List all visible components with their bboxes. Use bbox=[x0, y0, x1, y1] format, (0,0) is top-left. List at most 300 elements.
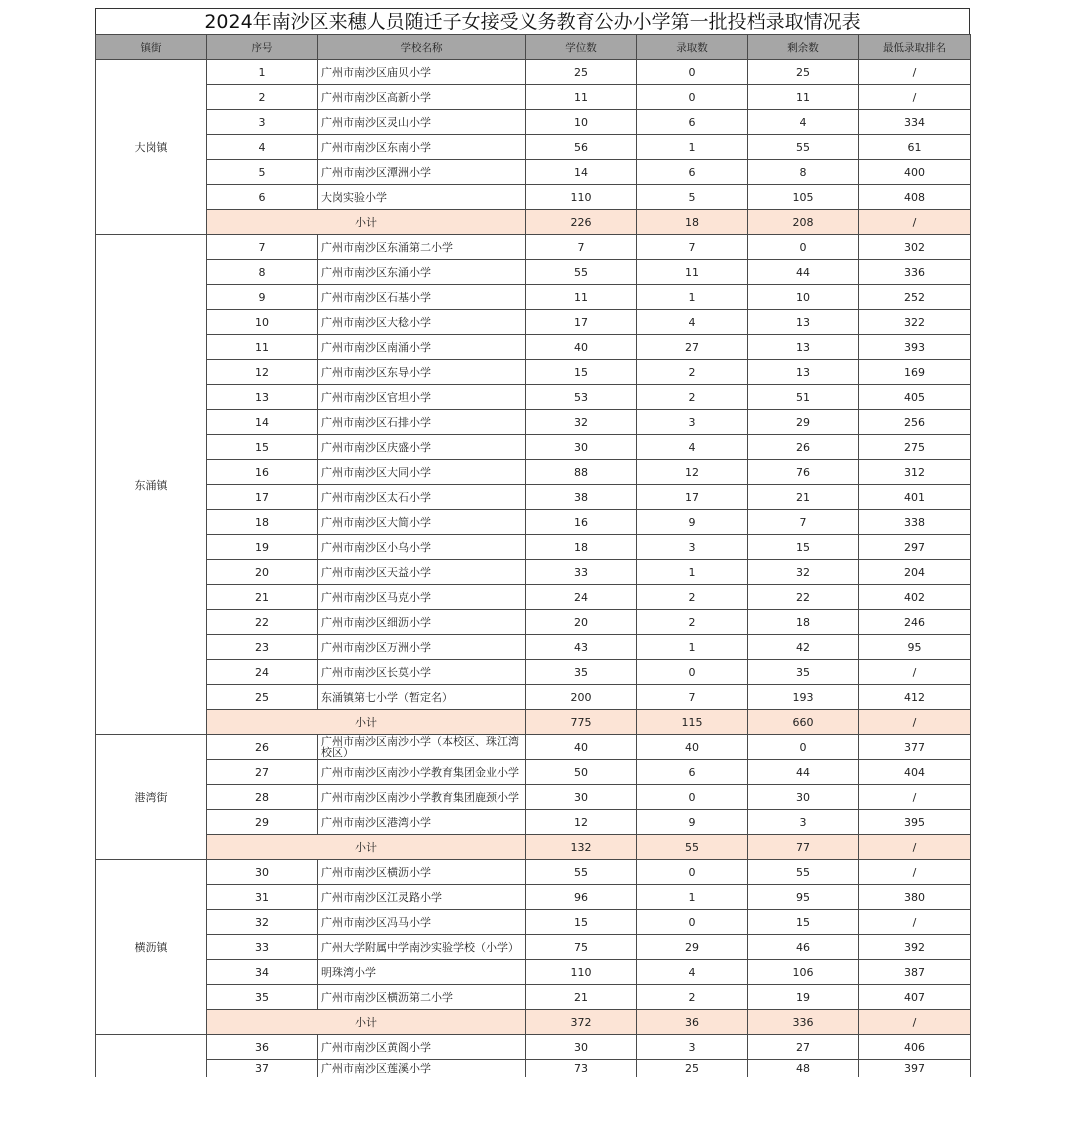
subtotal-remaining: 208 bbox=[748, 210, 859, 235]
row-no: 3 bbox=[207, 110, 318, 135]
header-school-name: 学校名称 bbox=[318, 35, 526, 60]
row-no: 24 bbox=[207, 660, 318, 685]
row-no: 1 bbox=[207, 60, 318, 85]
row-no: 29 bbox=[207, 810, 318, 835]
school-name: 广州市南沙区长莫小学 bbox=[318, 660, 526, 685]
row-no: 20 bbox=[207, 560, 318, 585]
row-no: 2 bbox=[207, 85, 318, 110]
row-no: 25 bbox=[207, 685, 318, 710]
min-rank-value: / bbox=[859, 60, 971, 85]
row-no: 31 bbox=[207, 885, 318, 910]
subtotal-min-rank: / bbox=[859, 1010, 971, 1035]
admitted-value: 4 bbox=[637, 435, 748, 460]
admitted-value: 6 bbox=[637, 160, 748, 185]
admitted-value: 1 bbox=[637, 560, 748, 585]
table-row bbox=[96, 660, 971, 685]
min-rank-value: 252 bbox=[859, 285, 971, 310]
min-rank-value: 61 bbox=[859, 135, 971, 160]
school-name: 广州市南沙区庙贝小学 bbox=[318, 60, 526, 85]
seats-value: 17 bbox=[526, 310, 637, 335]
seats-value: 30 bbox=[526, 435, 637, 460]
admitted-value: 2 bbox=[637, 610, 748, 635]
admitted-value: 4 bbox=[637, 960, 748, 985]
seats-value: 35 bbox=[526, 660, 637, 685]
seats-value: 20 bbox=[526, 610, 637, 635]
seats-value: 40 bbox=[526, 735, 637, 760]
table-row bbox=[96, 635, 971, 660]
row-no: 28 bbox=[207, 785, 318, 810]
school-name: 广州市南沙区庆盛小学 bbox=[318, 435, 526, 460]
min-rank-value: 322 bbox=[859, 310, 971, 335]
admitted-value: 3 bbox=[637, 410, 748, 435]
min-rank-value: 406 bbox=[859, 1035, 971, 1060]
school-name: 广州市南沙区细沥小学 bbox=[318, 610, 526, 635]
school-name: 大岗实验小学 bbox=[318, 185, 526, 210]
admission-sheet bbox=[95, 8, 970, 1077]
admitted-value: 1 bbox=[637, 285, 748, 310]
school-name: 广州市南沙区太石小学 bbox=[318, 485, 526, 510]
subtotal-label: 小计 bbox=[207, 210, 526, 235]
admitted-value: 9 bbox=[637, 510, 748, 535]
table-row bbox=[96, 85, 971, 110]
min-rank-value: 393 bbox=[859, 335, 971, 360]
table-row bbox=[96, 460, 971, 485]
admitted-value: 40 bbox=[637, 735, 748, 760]
admitted-value: 12 bbox=[637, 460, 748, 485]
school-name: 广州市南沙区港湾小学 bbox=[318, 810, 526, 835]
min-rank-value: / bbox=[859, 910, 971, 935]
admitted-value: 0 bbox=[637, 910, 748, 935]
table-body bbox=[96, 60, 971, 1077]
table-row bbox=[96, 385, 971, 410]
table-row bbox=[96, 410, 971, 435]
row-no: 36 bbox=[207, 1035, 318, 1060]
school-name: 广州市南沙区横沥小学 bbox=[318, 860, 526, 885]
table-row bbox=[96, 810, 971, 835]
admitted-value: 7 bbox=[637, 235, 748, 260]
subtotal-remaining: 660 bbox=[748, 710, 859, 735]
school-name: 广州市南沙区莲溪小学 bbox=[318, 1060, 526, 1077]
subtotal-row bbox=[96, 1010, 971, 1035]
seats-value: 16 bbox=[526, 510, 637, 535]
min-rank-value: 380 bbox=[859, 885, 971, 910]
seats-value: 200 bbox=[526, 685, 637, 710]
row-no: 17 bbox=[207, 485, 318, 510]
seats-value: 7 bbox=[526, 235, 637, 260]
seats-value: 75 bbox=[526, 935, 637, 960]
row-no: 30 bbox=[207, 860, 318, 885]
school-name: 广州市南沙区小乌小学 bbox=[318, 535, 526, 560]
subtotal-label: 小计 bbox=[207, 835, 526, 860]
table-row bbox=[96, 185, 971, 210]
table-row bbox=[96, 560, 971, 585]
table-row bbox=[96, 885, 971, 910]
table-row bbox=[96, 785, 971, 810]
row-no: 4 bbox=[207, 135, 318, 160]
school-name: 东涌镇第七小学（暂定名） bbox=[318, 685, 526, 710]
seats-value: 32 bbox=[526, 410, 637, 435]
street-cell: 横沥镇 bbox=[96, 860, 207, 1035]
min-rank-value: 395 bbox=[859, 810, 971, 835]
min-rank-value: 302 bbox=[859, 235, 971, 260]
min-rank-value: 387 bbox=[859, 960, 971, 985]
remaining-value: 8 bbox=[748, 160, 859, 185]
min-rank-value: / bbox=[859, 785, 971, 810]
min-rank-value: / bbox=[859, 85, 971, 110]
admitted-value: 4 bbox=[637, 310, 748, 335]
school-name: 广州市南沙区东涌第二小学 bbox=[318, 235, 526, 260]
table-row bbox=[96, 360, 971, 385]
min-rank-value: 404 bbox=[859, 760, 971, 785]
admitted-value: 0 bbox=[637, 785, 748, 810]
min-rank-value: 334 bbox=[859, 110, 971, 135]
remaining-value: 42 bbox=[748, 635, 859, 660]
header-seats: 学位数 bbox=[526, 35, 637, 60]
school-name: 广州市南沙区南沙小学教育集团金业小学 bbox=[318, 760, 526, 785]
school-name: 广州市南沙区冯马小学 bbox=[318, 910, 526, 935]
min-rank-value: 412 bbox=[859, 685, 971, 710]
subtotal-seats: 775 bbox=[526, 710, 637, 735]
seats-value: 33 bbox=[526, 560, 637, 585]
school-name: 明珠湾小学 bbox=[318, 960, 526, 985]
min-rank-value: 338 bbox=[859, 510, 971, 535]
admitted-value: 5 bbox=[637, 185, 748, 210]
row-no: 23 bbox=[207, 635, 318, 660]
subtotal-seats: 132 bbox=[526, 835, 637, 860]
min-rank-value: 392 bbox=[859, 935, 971, 960]
street-cell: 大岗镇 bbox=[96, 60, 207, 235]
admitted-value: 29 bbox=[637, 935, 748, 960]
table-row bbox=[96, 160, 971, 185]
header-min-rank: 最低录取排名 bbox=[859, 35, 971, 60]
admitted-value: 7 bbox=[637, 685, 748, 710]
subtotal-admitted: 115 bbox=[637, 710, 748, 735]
street-cell bbox=[96, 1035, 207, 1077]
table-row bbox=[96, 735, 971, 760]
admitted-value: 11 bbox=[637, 260, 748, 285]
remaining-value: 46 bbox=[748, 935, 859, 960]
table-row bbox=[96, 860, 971, 885]
remaining-value: 21 bbox=[748, 485, 859, 510]
remaining-value: 19 bbox=[748, 985, 859, 1010]
admitted-value: 0 bbox=[637, 860, 748, 885]
row-no: 16 bbox=[207, 460, 318, 485]
table-row bbox=[96, 335, 971, 360]
table-row bbox=[96, 435, 971, 460]
school-name: 广州市南沙区南沙小学教育集团鹿颈小学 bbox=[318, 785, 526, 810]
header-admitted: 录取数 bbox=[637, 35, 748, 60]
remaining-value: 7 bbox=[748, 510, 859, 535]
admitted-value: 6 bbox=[637, 760, 748, 785]
school-name: 广州市南沙区高新小学 bbox=[318, 85, 526, 110]
remaining-value: 55 bbox=[748, 135, 859, 160]
subtotal-min-rank: / bbox=[859, 210, 971, 235]
seats-value: 56 bbox=[526, 135, 637, 160]
sheet-title: 2024年南沙区来穗人员随迁子女接受义务教育公办小学第一批投档录取情况表 bbox=[95, 8, 970, 34]
admitted-value: 0 bbox=[637, 660, 748, 685]
row-no: 9 bbox=[207, 285, 318, 310]
remaining-value: 32 bbox=[748, 560, 859, 585]
school-name: 广州大学附属中学南沙实验学校（小学） bbox=[318, 935, 526, 960]
admitted-value: 6 bbox=[637, 110, 748, 135]
remaining-value: 30 bbox=[748, 785, 859, 810]
row-no: 19 bbox=[207, 535, 318, 560]
school-name: 广州市南沙区石基小学 bbox=[318, 285, 526, 310]
remaining-value: 51 bbox=[748, 385, 859, 410]
table-row bbox=[96, 935, 971, 960]
admission-table bbox=[95, 34, 971, 1077]
admitted-value: 3 bbox=[637, 1035, 748, 1060]
table-row bbox=[96, 760, 971, 785]
table-row bbox=[96, 610, 971, 635]
school-name: 广州市南沙区大同小学 bbox=[318, 460, 526, 485]
row-no: 14 bbox=[207, 410, 318, 435]
min-rank-value: / bbox=[859, 660, 971, 685]
seats-value: 73 bbox=[526, 1060, 637, 1077]
table-row bbox=[96, 960, 971, 985]
remaining-value: 22 bbox=[748, 585, 859, 610]
min-rank-value: 297 bbox=[859, 535, 971, 560]
min-rank-value: 408 bbox=[859, 185, 971, 210]
school-name: 广州市南沙区石排小学 bbox=[318, 410, 526, 435]
table-row bbox=[96, 310, 971, 335]
seats-value: 110 bbox=[526, 185, 637, 210]
remaining-value: 4 bbox=[748, 110, 859, 135]
seats-value: 11 bbox=[526, 285, 637, 310]
remaining-value: 55 bbox=[748, 860, 859, 885]
school-name: 广州市南沙区江灵路小学 bbox=[318, 885, 526, 910]
admitted-value: 2 bbox=[637, 585, 748, 610]
seats-value: 96 bbox=[526, 885, 637, 910]
admitted-value: 1 bbox=[637, 135, 748, 160]
row-no: 8 bbox=[207, 260, 318, 285]
subtotal-row bbox=[96, 710, 971, 735]
seats-value: 55 bbox=[526, 860, 637, 885]
admitted-value: 25 bbox=[637, 1060, 748, 1077]
remaining-value: 35 bbox=[748, 660, 859, 685]
seats-value: 50 bbox=[526, 760, 637, 785]
admitted-value: 2 bbox=[637, 385, 748, 410]
min-rank-value: 397 bbox=[859, 1060, 971, 1077]
seats-value: 18 bbox=[526, 535, 637, 560]
min-rank-value: 275 bbox=[859, 435, 971, 460]
school-name: 广州市南沙区东导小学 bbox=[318, 360, 526, 385]
admitted-value: 3 bbox=[637, 535, 748, 560]
school-name: 广州市南沙区官坦小学 bbox=[318, 385, 526, 410]
remaining-value: 10 bbox=[748, 285, 859, 310]
remaining-value: 95 bbox=[748, 885, 859, 910]
row-no: 5 bbox=[207, 160, 318, 185]
table-row bbox=[96, 1035, 971, 1060]
seats-value: 38 bbox=[526, 485, 637, 510]
seats-value: 30 bbox=[526, 1035, 637, 1060]
subtotal-row bbox=[96, 835, 971, 860]
table-row bbox=[96, 110, 971, 135]
seats-value: 12 bbox=[526, 810, 637, 835]
remaining-value: 27 bbox=[748, 1035, 859, 1060]
min-rank-value: 95 bbox=[859, 635, 971, 660]
table-row bbox=[96, 535, 971, 560]
remaining-value: 3 bbox=[748, 810, 859, 835]
row-no: 11 bbox=[207, 335, 318, 360]
subtotal-min-rank: / bbox=[859, 835, 971, 860]
school-name: 广州市南沙区横沥第二小学 bbox=[318, 985, 526, 1010]
min-rank-value: / bbox=[859, 860, 971, 885]
min-rank-value: 256 bbox=[859, 410, 971, 435]
table-row bbox=[96, 910, 971, 935]
seats-value: 24 bbox=[526, 585, 637, 610]
subtotal-admitted: 36 bbox=[637, 1010, 748, 1035]
seats-value: 40 bbox=[526, 335, 637, 360]
remaining-value: 105 bbox=[748, 185, 859, 210]
min-rank-value: 401 bbox=[859, 485, 971, 510]
school-name: 广州市南沙区黄阁小学 bbox=[318, 1035, 526, 1060]
school-name: 广州市南沙区灵山小学 bbox=[318, 110, 526, 135]
admitted-value: 1 bbox=[637, 885, 748, 910]
header-row bbox=[96, 35, 971, 60]
seats-value: 30 bbox=[526, 785, 637, 810]
min-rank-value: 169 bbox=[859, 360, 971, 385]
remaining-value: 48 bbox=[748, 1060, 859, 1077]
table-row bbox=[96, 60, 971, 85]
admitted-value: 2 bbox=[637, 360, 748, 385]
remaining-value: 11 bbox=[748, 85, 859, 110]
subtotal-min-rank: / bbox=[859, 710, 971, 735]
row-no: 6 bbox=[207, 185, 318, 210]
subtotal-row bbox=[96, 210, 971, 235]
school-name: 广州市南沙区东南小学 bbox=[318, 135, 526, 160]
subtotal-remaining: 77 bbox=[748, 835, 859, 860]
remaining-value: 0 bbox=[748, 235, 859, 260]
remaining-value: 44 bbox=[748, 760, 859, 785]
school-name: 广州市南沙区东涌小学 bbox=[318, 260, 526, 285]
row-no: 26 bbox=[207, 735, 318, 760]
admitted-value: 1 bbox=[637, 635, 748, 660]
row-no: 21 bbox=[207, 585, 318, 610]
min-rank-value: 402 bbox=[859, 585, 971, 610]
min-rank-value: 405 bbox=[859, 385, 971, 410]
remaining-value: 13 bbox=[748, 360, 859, 385]
min-rank-value: 377 bbox=[859, 735, 971, 760]
row-no: 35 bbox=[207, 985, 318, 1010]
row-no: 32 bbox=[207, 910, 318, 935]
row-no: 7 bbox=[207, 235, 318, 260]
table-row bbox=[96, 235, 971, 260]
subtotal-remaining: 336 bbox=[748, 1010, 859, 1035]
row-no: 27 bbox=[207, 760, 318, 785]
admitted-value: 17 bbox=[637, 485, 748, 510]
remaining-value: 76 bbox=[748, 460, 859, 485]
min-rank-value: 312 bbox=[859, 460, 971, 485]
row-no: 37 bbox=[207, 1060, 318, 1077]
min-rank-value: 204 bbox=[859, 560, 971, 585]
seats-value: 53 bbox=[526, 385, 637, 410]
admitted-value: 27 bbox=[637, 335, 748, 360]
row-no: 10 bbox=[207, 310, 318, 335]
seats-value: 43 bbox=[526, 635, 637, 660]
seats-value: 15 bbox=[526, 360, 637, 385]
min-rank-value: 336 bbox=[859, 260, 971, 285]
street-cell: 东涌镇 bbox=[96, 235, 207, 735]
remaining-value: 106 bbox=[748, 960, 859, 985]
school-name: 广州市南沙区天益小学 bbox=[318, 560, 526, 585]
school-name: 广州市南沙区南涌小学 bbox=[318, 335, 526, 360]
row-no: 15 bbox=[207, 435, 318, 460]
admitted-value: 0 bbox=[637, 85, 748, 110]
subtotal-seats: 226 bbox=[526, 210, 637, 235]
table-row bbox=[96, 260, 971, 285]
header-remaining: 剩余数 bbox=[748, 35, 859, 60]
seats-value: 110 bbox=[526, 960, 637, 985]
remaining-value: 26 bbox=[748, 435, 859, 460]
seats-value: 21 bbox=[526, 985, 637, 1010]
min-rank-value: 246 bbox=[859, 610, 971, 635]
row-no: 33 bbox=[207, 935, 318, 960]
school-name: 广州市南沙区大稔小学 bbox=[318, 310, 526, 335]
row-no: 18 bbox=[207, 510, 318, 535]
seats-value: 14 bbox=[526, 160, 637, 185]
remaining-value: 25 bbox=[748, 60, 859, 85]
school-name: 广州市南沙区大简小学 bbox=[318, 510, 526, 535]
remaining-value: 15 bbox=[748, 535, 859, 560]
row-no: 22 bbox=[207, 610, 318, 635]
header-street: 镇街 bbox=[96, 35, 207, 60]
admitted-value: 9 bbox=[637, 810, 748, 835]
table-row bbox=[96, 1060, 971, 1077]
seats-value: 15 bbox=[526, 910, 637, 935]
subtotal-label: 小计 bbox=[207, 710, 526, 735]
table-row bbox=[96, 585, 971, 610]
school-name: 广州市南沙区南沙小学（本校区、珠江湾校区） bbox=[318, 735, 526, 760]
street-cell: 港湾街 bbox=[96, 735, 207, 860]
school-name: 广州市南沙区潭洲小学 bbox=[318, 160, 526, 185]
remaining-value: 44 bbox=[748, 260, 859, 285]
seats-value: 11 bbox=[526, 85, 637, 110]
table-row bbox=[96, 485, 971, 510]
remaining-value: 18 bbox=[748, 610, 859, 635]
seats-value: 88 bbox=[526, 460, 637, 485]
remaining-value: 15 bbox=[748, 910, 859, 935]
min-rank-value: 400 bbox=[859, 160, 971, 185]
remaining-value: 13 bbox=[748, 310, 859, 335]
table-row bbox=[96, 985, 971, 1010]
min-rank-value: 407 bbox=[859, 985, 971, 1010]
table-row bbox=[96, 285, 971, 310]
remaining-value: 0 bbox=[748, 735, 859, 760]
table-row bbox=[96, 135, 971, 160]
seats-value: 25 bbox=[526, 60, 637, 85]
school-name: 广州市南沙区马克小学 bbox=[318, 585, 526, 610]
admitted-value: 2 bbox=[637, 985, 748, 1010]
subtotal-seats: 372 bbox=[526, 1010, 637, 1035]
header-no: 序号 bbox=[207, 35, 318, 60]
seats-value: 10 bbox=[526, 110, 637, 135]
row-no: 13 bbox=[207, 385, 318, 410]
remaining-value: 29 bbox=[748, 410, 859, 435]
subtotal-label: 小计 bbox=[207, 1010, 526, 1035]
remaining-value: 193 bbox=[748, 685, 859, 710]
school-name: 广州市南沙区万洲小学 bbox=[318, 635, 526, 660]
table-row bbox=[96, 685, 971, 710]
subtotal-admitted: 55 bbox=[637, 835, 748, 860]
row-no: 34 bbox=[207, 960, 318, 985]
row-no: 12 bbox=[207, 360, 318, 385]
seats-value: 55 bbox=[526, 260, 637, 285]
subtotal-admitted: 18 bbox=[637, 210, 748, 235]
table-row bbox=[96, 510, 971, 535]
remaining-value: 13 bbox=[748, 335, 859, 360]
admitted-value: 0 bbox=[637, 60, 748, 85]
